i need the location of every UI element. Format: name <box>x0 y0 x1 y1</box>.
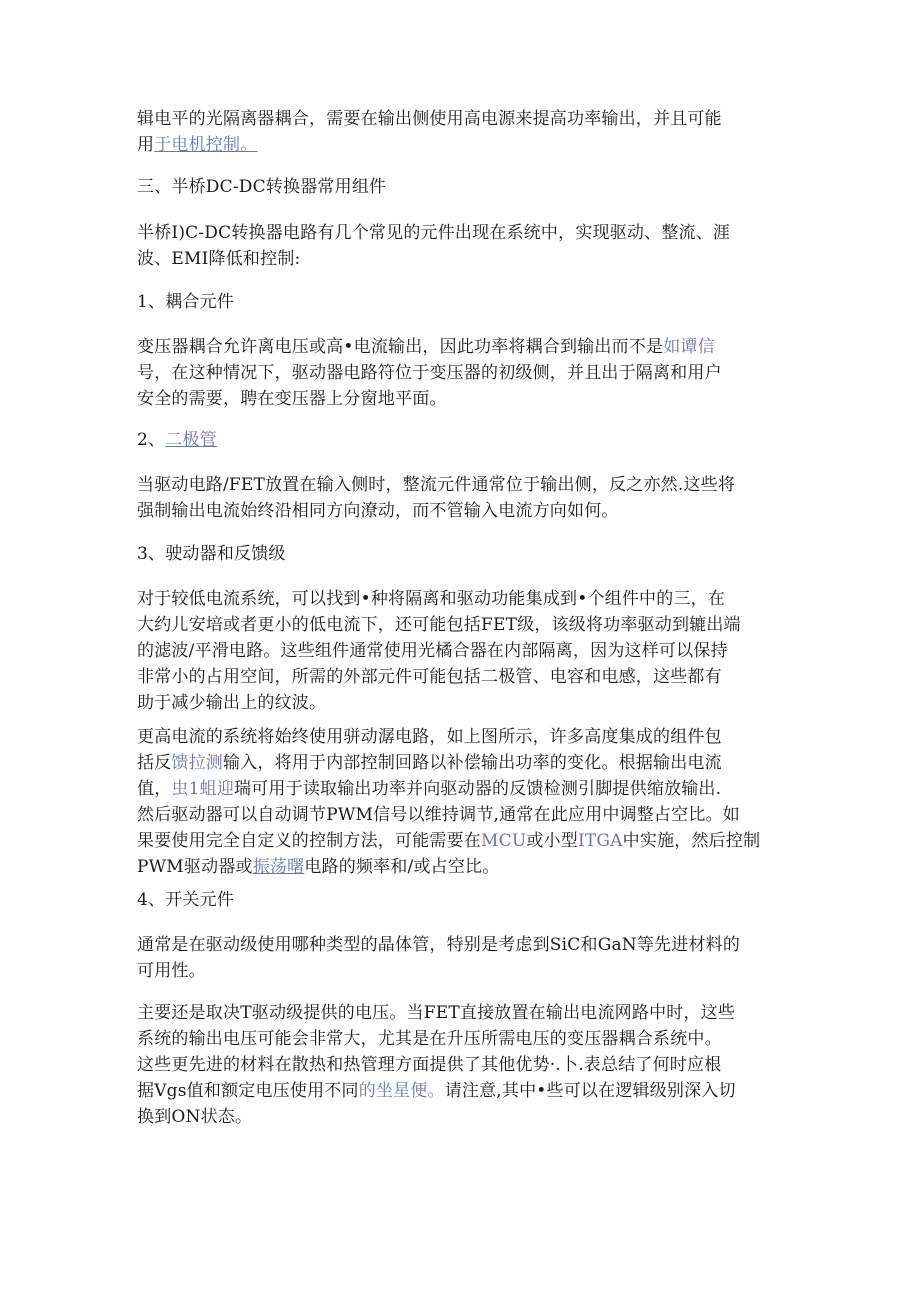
text-line <box>137 106 787 132</box>
text-line: 可用性。 <box>137 961 206 981</box>
text-line: 换到ON状态。 <box>137 1107 253 1127</box>
text-line: 然后驱动器可以自动调节PWM信号以维持调节,通常在此应用中调整占空比。如 <box>137 805 740 825</box>
heading-switch <box>137 887 787 913</box>
text-span: 变压器耦合允许离电压或高•电流输出，因此功率将耦合到输出而不是 <box>137 337 664 357</box>
paragraph-diode <box>137 472 787 524</box>
text-span: 电路的频率和/或占空比。 <box>304 857 500 877</box>
diode-link[interactable]: 二极管 <box>165 430 217 450</box>
text-line: 波、EMI降低和控制: <box>137 249 301 269</box>
heading-text: 1、耦合元件 <box>137 292 235 312</box>
heading-coupling <box>137 289 787 315</box>
paragraph-driver <box>137 586 787 716</box>
text-line <box>137 132 787 158</box>
text-span: 括反 <box>137 753 172 773</box>
motor-control-link[interactable]: 于电机控制。 <box>154 135 258 155</box>
text-line <box>137 750 787 776</box>
text-line <box>137 776 787 802</box>
fpga-link[interactable]: ITGA <box>577 831 623 851</box>
text-span: 果要使用完全自定义的控制方法，可能需要在 <box>137 831 481 851</box>
text-span: 输入，将用于内部控制回路以补偿输出功率的变化。根据输出电流 <box>223 753 722 773</box>
text-line <box>137 854 787 880</box>
text-span: 据Vgs值和额定电压使用不同 <box>137 1081 359 1101</box>
heading-driver <box>137 541 787 567</box>
text-line: 主要还是取决T驱动级提供的电压。当FET直接放置在输出电流网路中时，这些 <box>137 1003 736 1023</box>
heading-text: 3、驶动器和反馈级 <box>137 544 286 564</box>
coordinate-link[interactable]: 的坐星便。 <box>358 1081 445 1101</box>
text-line <box>137 828 787 854</box>
text-line: 助于减少输出上的纹波。 <box>137 693 327 713</box>
text-line: 对于较低电流系统，可以找到•种将隔离和驱动功能集成到•个组件中的三，在 <box>137 589 726 609</box>
text-line: 大约儿安培或者更小的低电流下，还可能包括FET级，该级将功率驱动到辘出端 <box>137 615 741 635</box>
paragraph-half-bridge <box>137 220 787 272</box>
text-span: 中实施，然后控制 <box>622 831 761 851</box>
heading-text <box>137 427 787 453</box>
text-line: 这些更先进的材料在散热和热管理方面提供了其他优势·.卜.表总结了何时应根 <box>137 1055 722 1075</box>
text-line: 当驱动电路/FET放置在输入侧时，整流元件通常位于输出侧，反之亦然.这些将 <box>137 475 736 495</box>
section-heading-3 <box>137 174 787 200</box>
text-line: 强制输出电流始终沿相同方向潦动，而不管输入电流方向如何。 <box>137 501 619 521</box>
text-line <box>137 334 787 360</box>
paragraph-intro <box>137 106 787 158</box>
text-line: 通常是在驱动级使用哪种类型的晶体管，特别是考虑到SiC和GaN等先进材料的 <box>137 935 741 955</box>
text-line: 的滤波/平滑电路。这些组件通常使用光橘合器在内部隔离，因为这样可以保持 <box>137 641 728 661</box>
feedback-link[interactable]: 馈拉测 <box>171 753 224 773</box>
heading-diode <box>137 427 787 453</box>
signal-link[interactable]: 如谭信 <box>663 337 715 357</box>
text-line: 半桥I)C-DC转换器电路有几个常见的元件出现在系统中，实现驱动、整流、涯 <box>137 223 731 243</box>
text-span: 辑电平的光隔离器耦合，需要在输出侧使用高电源来提高功率输出，并且可能 <box>137 109 722 129</box>
mcu-link[interactable]: MCU <box>481 831 527 851</box>
text-span: 用 <box>137 135 155 155</box>
text-span: 或小型 <box>526 831 578 851</box>
paragraph-voltage <box>137 1000 787 1130</box>
text-line <box>137 1078 787 1104</box>
heading-text: 三、半桥DC-DC转换器常用组件 <box>137 177 387 197</box>
text-line: 号，在这种情况下，驱动器电路符位于变压器的初级侧，并且出于隔离和用户 <box>137 363 722 383</box>
paragraph-switch <box>137 932 787 984</box>
text-line: 系统的输出电压可能会非常大，尤其是在升压所需电压的变压器耦合系统中。 <box>137 1029 722 1049</box>
text-line: 安全的需要，聘在变压器上分窗地平面。 <box>137 389 447 409</box>
heading-text: 4、开关元件 <box>137 890 235 910</box>
oscillator-link[interactable]: 振荡曙 <box>252 857 305 877</box>
text-span: 值， <box>137 779 172 799</box>
paragraph-high-current <box>137 724 787 880</box>
text-span: 请注意,其中•些可以在逻辑级别深入切 <box>444 1081 736 1101</box>
sensor-link[interactable]: 虫1蛆迎 <box>171 779 235 799</box>
text-span: 瑞可用于读取输出功率并向驱动器的反馈检测引脚提供缩放输出. <box>234 779 722 799</box>
text-line: 更高电流的系统将始终使用骈动潺电路，如上图所示，许多高度集成的组件包 <box>137 727 722 747</box>
text-span: 2、 <box>137 430 166 450</box>
text-span: PWM驱动器或 <box>137 857 253 877</box>
paragraph-coupling <box>137 334 787 412</box>
text-line: 非常小的占用空间，所需的外部元件可能包括二极管、电容和电感，这些都有 <box>137 667 722 687</box>
